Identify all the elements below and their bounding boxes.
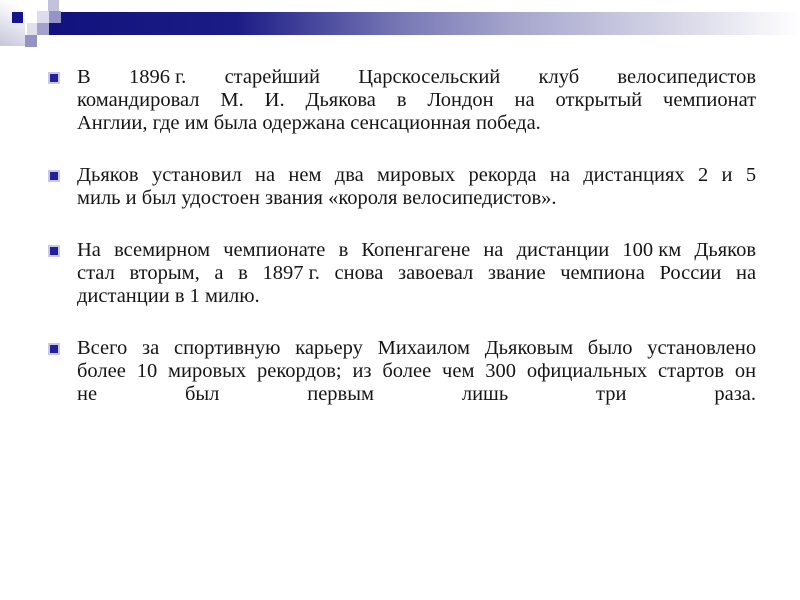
bullet-marker — [50, 247, 58, 255]
bullet-item — [48, 337, 756, 406]
text-line: На всемирном чемпионате в Копенгагене на дистанции 100 км Дьяков — [77, 239, 757, 261]
bullet-marker — [50, 345, 58, 353]
bullet-marker — [50, 172, 58, 180]
text-line: командировал М. И. Дьякова в Лондон на открытый чемпионат — [77, 89, 757, 111]
text-line: Всего за спортивную карьеру Михаилом Дьяковым было установлено — [77, 337, 757, 359]
deco-left-strip — [0, 0, 25, 46]
text-line: В 1896 г. старейший Царскосельский клуб велосипедистов — [77, 66, 757, 88]
text-line: Англии, где им была одержана сенсационная победа. — [77, 112, 541, 134]
header-decoration — [0, 0, 800, 60]
bullet-item — [48, 66, 756, 135]
text-line: дистанции в 1 милю. — [77, 285, 260, 307]
deco-square-navy — [12, 12, 23, 23]
deco-square-light-2 — [27, 23, 37, 35]
text-line: более 10 мировых рекордов; из более чем 300 официальных стартов он — [77, 360, 757, 382]
header-gradient-bar — [49, 12, 800, 35]
text-line: Дьяков установил на нем два мировых рекорда на дистанциях 2 и 5 — [77, 164, 757, 186]
deco-square-med-3 — [25, 35, 37, 47]
deco-square-med-2 — [37, 23, 49, 35]
bullet-marker — [50, 74, 58, 82]
deco-square-top — [48, 0, 59, 11]
text-line: стал вторым, а в 1897 г. снова завоевал звание чемпиона России на — [77, 262, 757, 284]
slide-body — [48, 66, 756, 435]
bullet-item — [48, 239, 756, 308]
text-line: не был первым лишь три раза. — [77, 383, 757, 405]
deco-square-med-1 — [49, 11, 61, 23]
deco-square-light-1 — [37, 11, 49, 23]
bullet-item — [48, 164, 756, 210]
text-line: миль и был удостоен звания «короля велосипедистов». — [77, 187, 557, 209]
